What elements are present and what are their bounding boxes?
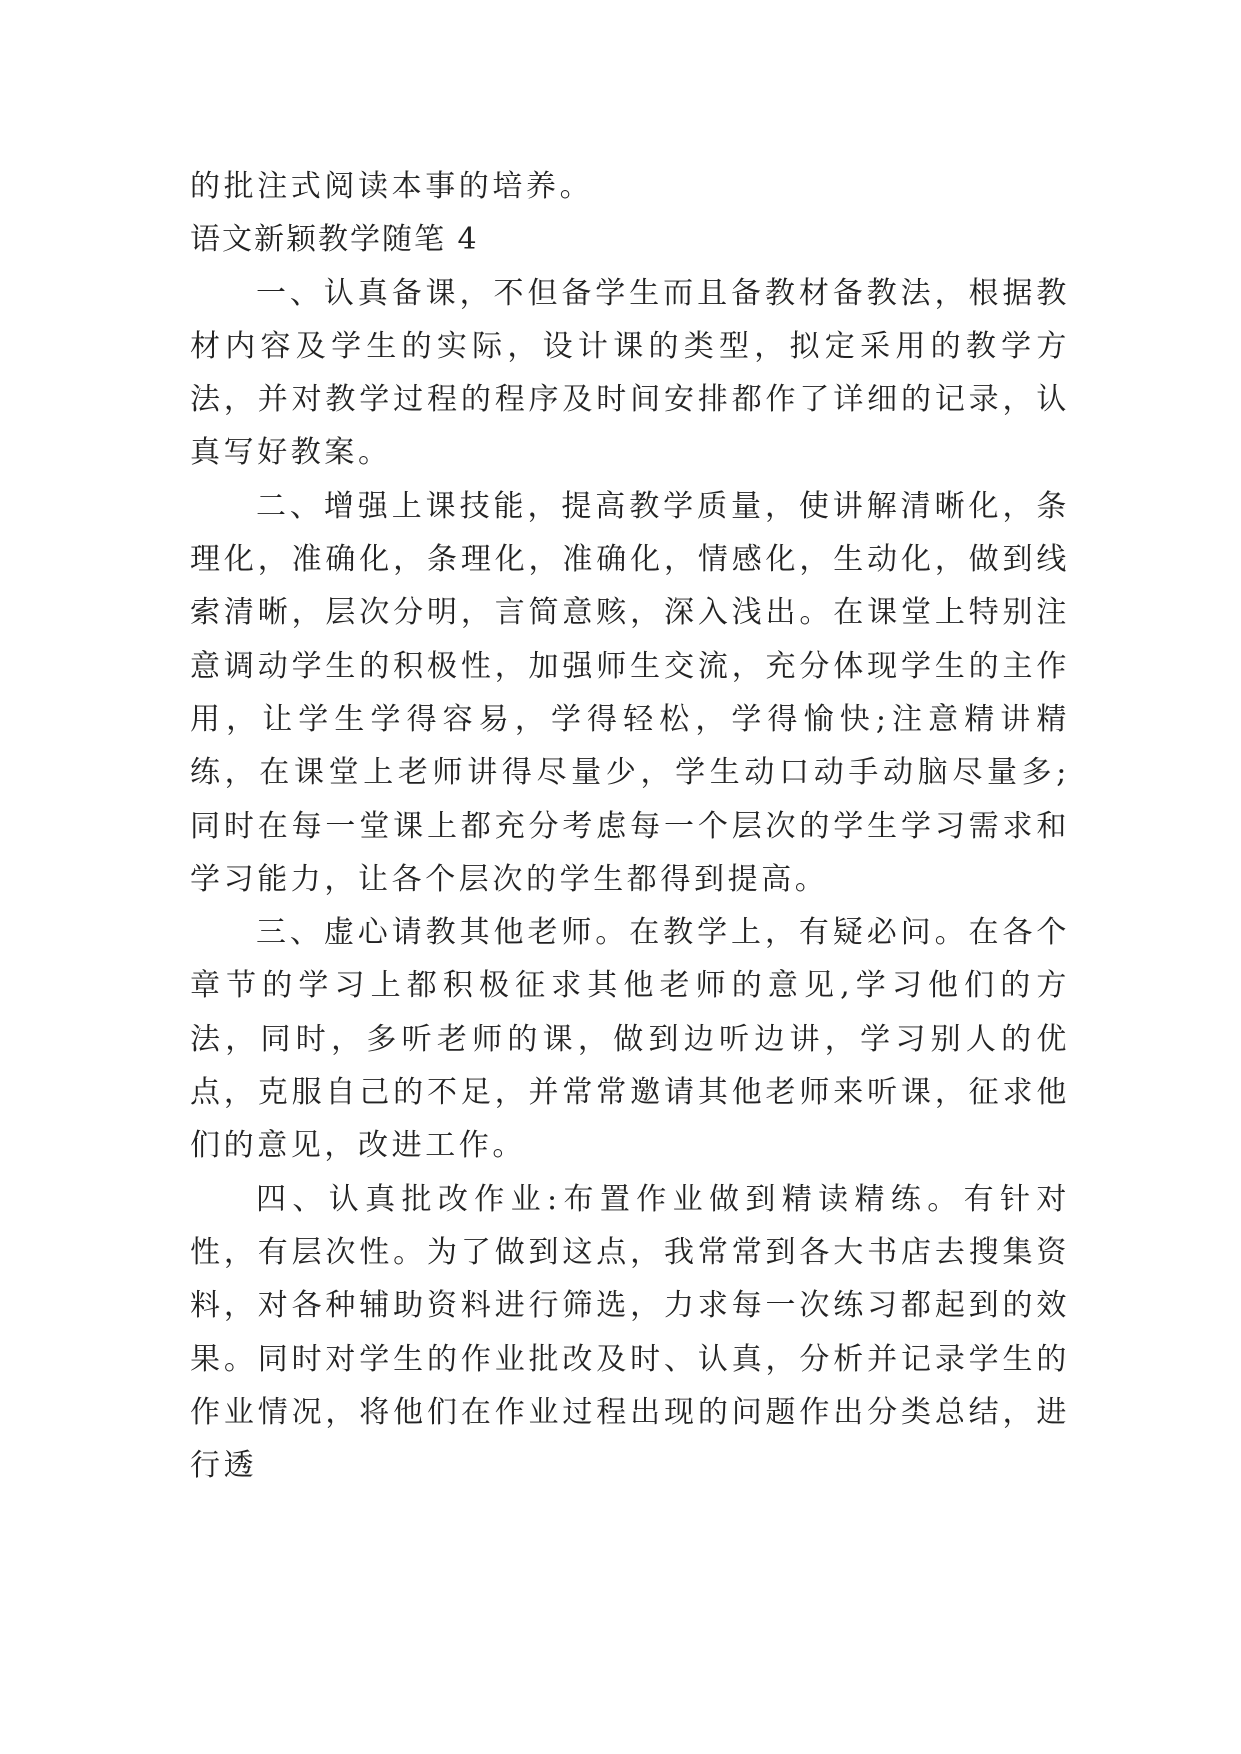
paragraph-consult-teachers: 三、虚心请教其他老师。在教学上，有疑必问。在各个章节的学习上都积极征求其他老师的意见,学习他们的方法，同时，多听老师的课，做到边听边讲，学习别人的优点，克服自己的不足，并常常邀请其他老师来听课，征求他们的意见，改进工作。 [190, 915, 1070, 1164]
paragraph-lesson-preparation: 一、认真备课，不但备学生而且备教材备教法，根据教材内容及学生的实际，设计课的类型，拟定采用的教学方法，并对教学过程的程序及时间安排都作了详细的记录，认真写好教案。 [190, 275, 1070, 471]
paragraph-homework-correction: 四、认真批改作业:布置作业做到精读精练。有针对性，有层次性。为了做到这点，我常常到各大书店去搜集资料，对各种辅助资料进行筛选，力求每一次练习都起到的效果。同时对学生的作业批改及时、认真，分析并记录学生的作业情况，将他们在作业过程出现的问题作出分类总结，进行透 [190, 1181, 1070, 1484]
section-heading: 语文新颖教学随笔 4 [190, 222, 479, 258]
paragraph-teaching-skills: 二、增强上课技能，提高教学质量，使讲解清晰化，条理化，准确化，条理化，准确化，情感化，生动化，做到线索清晰，层次分明，言简意赅，深入浅出。在课堂上特别注意调动学生的积极性，加强师生交流，充分体现学生的主作用，让学生学得容易，学得轻松，学得愉快;注意精讲精练，在课堂上老师讲得尽量少，学生动口动手动脑尽量多;同时在每一堂课上都充分考虑每一个层次的学生学习需求和学习能力，让各个层次的学生都得到提高。 [190, 488, 1070, 897]
document-body [190, 160, 1070, 1492]
continuation-paragraph: 的批注式阅读本事的培养。 [190, 169, 594, 204]
